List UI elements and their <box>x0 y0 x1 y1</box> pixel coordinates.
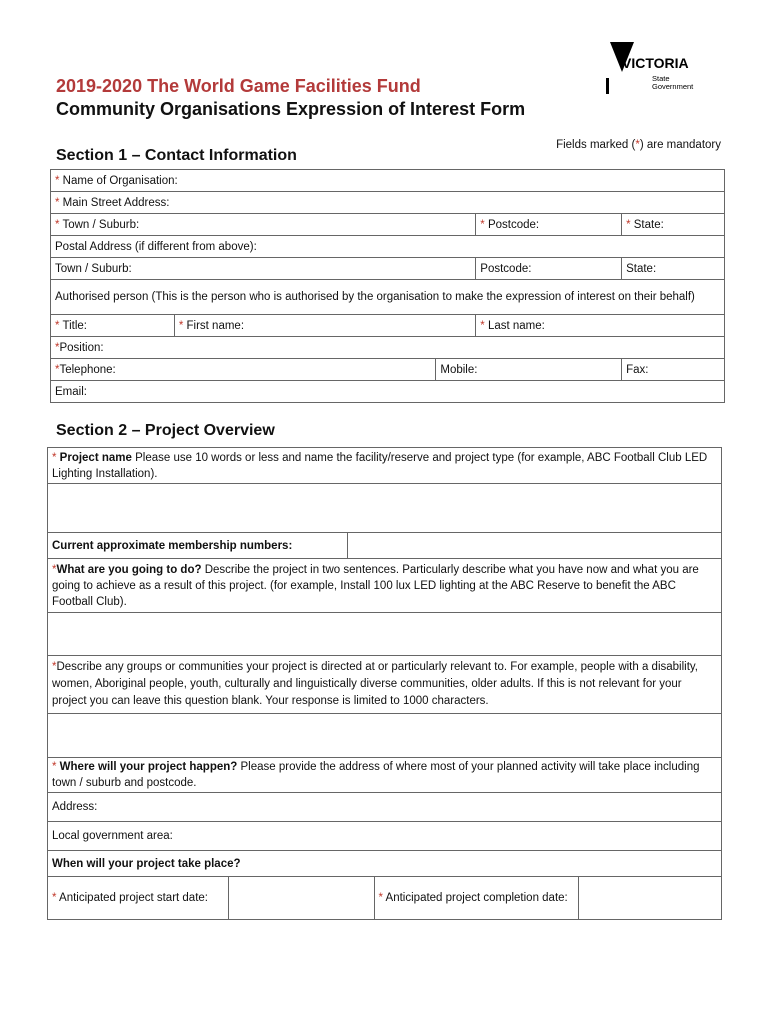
form-title: Community Organisations Expression of Interest Form <box>56 99 526 119</box>
postcode-field[interactable]: * Postcode: <box>476 214 622 236</box>
last-name-field[interactable]: * Last name: <box>476 315 725 337</box>
telephone-field[interactable]: *Telephone: <box>51 359 436 381</box>
membership-input[interactable] <box>347 533 721 559</box>
groups-label: *Describe any groups or communities your project is directed at or particularly relevant to. For example, people with a disability, women, Aboriginal people, youth, culturally and linguistically diverse communities, older adults. If this is not relevant for your project you can leave this question blank. Your response is limited to 1000 characters. <box>48 656 722 714</box>
local-government-area-field[interactable]: Local government area: <box>48 822 722 851</box>
postal-town-suburb-field[interactable]: Town / Suburb: <box>51 258 476 280</box>
where-label: * Where will your project happen? Please provide the address of where most of your planned activity will take place including town / suburb and postcode. <box>48 758 722 793</box>
mobile-field[interactable]: Mobile: <box>436 359 622 381</box>
first-name-field[interactable]: * First name: <box>174 315 475 337</box>
state-field[interactable]: * State: <box>622 214 725 236</box>
logo-sub1: State <box>652 74 670 83</box>
project-overview-table <box>47 447 722 920</box>
authorised-person-label: Authorised person (This is the person who is authorised by the organisation to make the expression of interest on their behalf) <box>51 280 725 315</box>
section1-heading: Section 1 – Contact Information <box>56 147 297 164</box>
title-field[interactable]: * Title: <box>51 315 175 337</box>
victoria-state-government-logo <box>606 42 716 98</box>
postal-state-field[interactable]: State: <box>622 258 725 280</box>
fax-field[interactable]: Fax: <box>622 359 725 381</box>
position-field[interactable]: *Position: <box>51 337 725 359</box>
town-suburb-field[interactable]: * Town / Suburb: <box>51 214 476 236</box>
postal-postcode-field[interactable]: Postcode: <box>476 258 622 280</box>
what-label: *What are you going to do? Describe the project in two sentences. Particularly describe what you have now and what you are going to achieve as a result of this project. (for example, Install 100 lux LED lighting at the ABC Reserve to benefit the ABC Football Club). <box>48 559 722 613</box>
when-label: When will your project take place? <box>48 851 722 877</box>
postal-address-field[interactable]: Postal Address (if different from above): <box>51 236 725 258</box>
completion-date-label: * Anticipated project completion date: <box>374 877 579 920</box>
project-name-input[interactable] <box>48 484 722 533</box>
completion-date-input[interactable] <box>579 877 722 920</box>
mandatory-note: Fields marked (*) are mandatory <box>556 139 721 151</box>
start-date-label: * Anticipated project start date: <box>48 877 229 920</box>
what-input[interactable] <box>48 613 722 656</box>
membership-label: Current approximate membership numbers: <box>48 533 348 559</box>
start-date-input[interactable] <box>228 877 374 920</box>
email-field[interactable]: Email: <box>51 381 725 403</box>
logo-sub2: Government <box>652 82 694 91</box>
section2-heading: Section 2 – Project Overview <box>56 422 275 439</box>
form-title-year: 2019-2020 The World Game Facilities Fund <box>56 76 421 96</box>
groups-input[interactable] <box>48 714 722 758</box>
name-of-organisation-field[interactable]: * Name of Organisation: <box>51 170 725 192</box>
main-street-address-field[interactable]: * Main Street Address: <box>51 192 725 214</box>
logo-word: VICTORIA <box>622 55 689 71</box>
project-name-label: * Project name Please use 10 words or less and name the facility/reserve and project type (for example, ABC Football Club LED Lighting Installation). <box>48 448 722 484</box>
contact-information-table <box>50 169 725 403</box>
address-field[interactable]: Address: <box>48 793 722 822</box>
